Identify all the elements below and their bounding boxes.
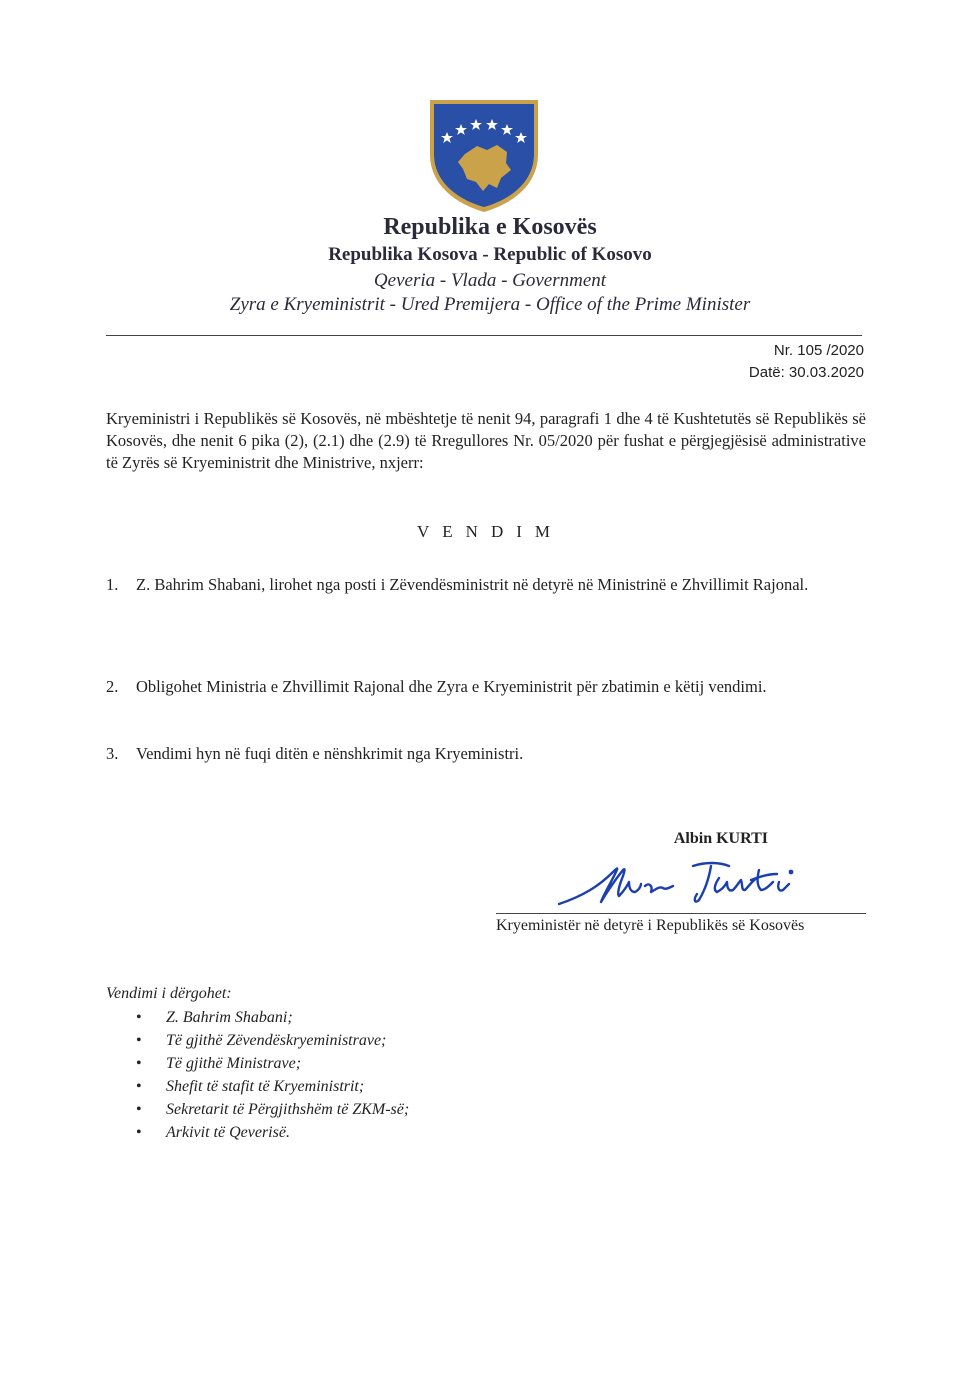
list-item (133, 1029, 409, 1052)
signature-line (496, 913, 866, 914)
item-number: 1. (106, 575, 119, 594)
recipient: Të gjithë Zëvendëskryeministrave; (166, 1032, 387, 1049)
header-divider (106, 335, 862, 336)
list-item (133, 1006, 409, 1029)
list-item (133, 1098, 409, 1121)
list-item (133, 1121, 409, 1144)
recipient: Sekretarit të Përgjithshëm të ZKM-së; (166, 1101, 410, 1118)
handwritten-signature (553, 852, 817, 914)
bullet-icon: • (136, 1101, 142, 1118)
signer-name: Albin KURTI (673, 830, 768, 847)
preamble-text: Kryeministri i Republikës së Kosovës, në mbështetje të nenit 94, paragrafi 1 dhe 4 të Kushtetutës së Republikës së Kosovës, dhe nenit 6 pika (2), (2.1) dhe (2.9) të Rregullores Nr. 05/2020 për fushat e përgjegjësisë administrative të Zyrës së Kryeministrit dhe Ministrive, nxjerr: (106, 409, 866, 472)
recipient: Të gjithë Ministrave; (166, 1055, 302, 1072)
decision-item (106, 674, 866, 699)
recipient: Arkivit të Qeverisë. (166, 1124, 290, 1141)
list-item (133, 1052, 409, 1075)
header-office: Zyra e Kryeministrit - Ured Premijera - Office of the Prime Minister (229, 294, 751, 315)
header-country-translations: Republika Kosova - Republic of Kosovo (328, 244, 652, 265)
document-number: Nr. 105 /2020 (773, 342, 864, 359)
item-number: 2. (106, 677, 119, 696)
item-text: Vendimi hyn në fuqi ditën e nënshkrimit nga Kryeministri. (136, 744, 524, 763)
coat-of-arms-icon (427, 96, 541, 214)
item-text: Obligohet Ministria e Zhvillimit Rajonal dhe Zyra e Kryeministrit për zbatimin e këtij vendimi. (136, 677, 767, 696)
distribution-label: Vendimi i dërgohet: (106, 985, 232, 1002)
signer-title: Kryeministër në detyrë i Republikës së Kosovës (496, 917, 805, 934)
decision-item (106, 741, 866, 766)
distribution-list (133, 1006, 409, 1144)
bullet-icon: • (136, 1078, 142, 1095)
list-item (133, 1075, 409, 1098)
decision-item (106, 572, 866, 597)
bullet-icon: • (136, 1032, 142, 1049)
document-date: Datë: 30.03.2020 (748, 364, 864, 381)
item-number: 3. (106, 744, 119, 763)
decision-title: VENDIM (417, 522, 563, 541)
header-government: Qeveria - Vlada - Government (373, 270, 607, 291)
bullet-icon: • (136, 1124, 142, 1141)
header-country: Republika e Kosovës (383, 214, 597, 240)
bullet-icon: • (136, 1009, 142, 1026)
bullet-icon: • (136, 1055, 142, 1072)
recipient: Z. Bahrim Shabani; (166, 1009, 293, 1026)
item-text: Z. Bahrim Shabani, lirohet nga posti i Zëvendësministrit në detyrë në Ministrinë e Zhvillimit Rajonal. (136, 575, 809, 594)
recipient: Shefit të stafit të Kryeministrit; (166, 1078, 365, 1095)
